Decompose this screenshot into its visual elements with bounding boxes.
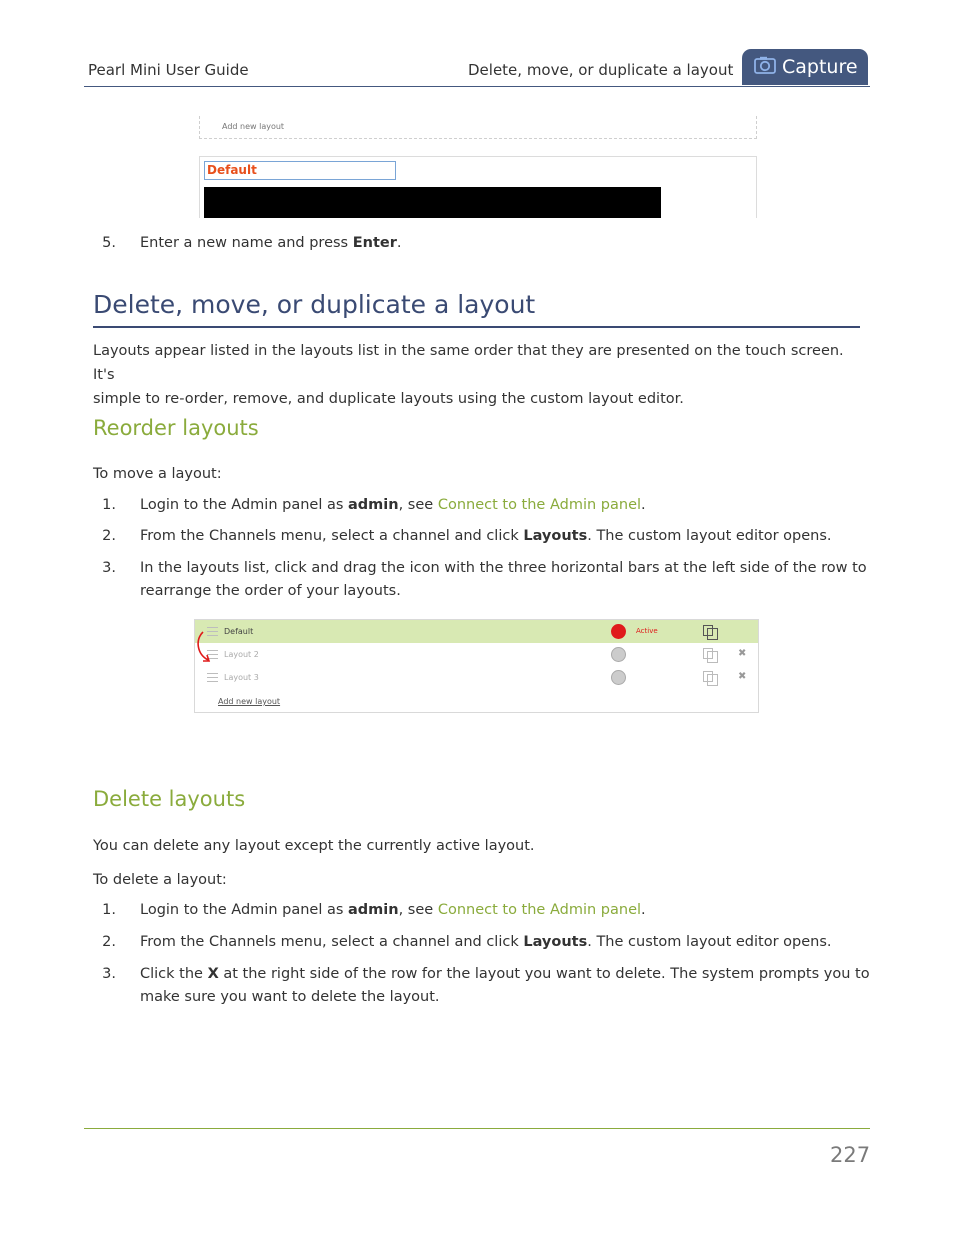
step-number: 3.	[102, 966, 116, 982]
delete-icon[interactable]: ✖	[738, 671, 747, 682]
delete-heading: Delete layouts	[93, 787, 246, 811]
step-text: From the Channels menu, select a channel and click	[140, 934, 524, 950]
add-new-layout-link[interactable]: Add new layout	[218, 697, 281, 706]
step-text: Login to the Admin panel as	[140, 902, 349, 918]
step-bold: admin	[348, 497, 399, 513]
section-intro	[93, 339, 853, 411]
reorder-step-1	[94, 494, 854, 517]
delete-step-2	[94, 931, 854, 954]
layout-name-input[interactable]: Default	[204, 161, 396, 180]
step-bold: Enter	[352, 235, 397, 251]
section-rule	[93, 326, 860, 328]
step-number: 2.	[102, 528, 116, 544]
layout-row[interactable]	[195, 666, 758, 689]
active-radio[interactable]	[611, 624, 626, 639]
layouts-list-screenshot	[194, 619, 759, 713]
step-text-line-1: In the layouts list, click and drag the icon with the three horizontal bars at the left side of the row to	[140, 560, 867, 576]
step-text-end: at the right side of the row for the layout you want to delete. The system prompts you to	[218, 966, 870, 982]
step-bold: admin	[348, 902, 399, 918]
step-number: 2.	[102, 934, 116, 950]
step-number: 1.	[102, 902, 116, 918]
step-number: 1.	[102, 497, 116, 513]
step-text-line-2: make sure you want to delete the layout.	[140, 989, 440, 1005]
step-number: 3.	[102, 560, 116, 576]
layout-name: Layout 3	[224, 673, 259, 682]
delete-para: You can delete any layout except the currently active layout.	[93, 838, 535, 854]
doc-title: Pearl Mini User Guide	[88, 61, 249, 79]
step-text-end: . The custom layout editor opens.	[587, 528, 832, 544]
active-status: Active	[636, 627, 658, 635]
step-text-mid: , see	[398, 497, 438, 513]
drag-arrow-icon	[195, 630, 215, 666]
step-bold: X	[207, 966, 219, 982]
step-text-mid: , see	[398, 902, 438, 918]
step-text-end: .	[641, 902, 646, 918]
drag-handle-icon[interactable]	[207, 673, 218, 682]
delete-step-3	[94, 963, 870, 1009]
delete-step-1	[94, 899, 854, 922]
layout-name: Default	[224, 627, 254, 636]
step-text-end: .	[641, 497, 646, 513]
step-text-line-2: rearrange the order of your layouts.	[140, 583, 401, 599]
reorder-heading: Reorder layouts	[93, 416, 259, 440]
step-number: 5.	[102, 235, 116, 251]
add-layout-area	[199, 116, 757, 139]
rename-layout-screenshot	[199, 156, 757, 218]
capture-tab	[742, 49, 868, 85]
intro-line-1: Layouts appear listed in the layouts list in the same order that they are presented on the touch screen. It's	[93, 343, 844, 383]
add-new-layout-link[interactable]: Add new layout	[222, 122, 285, 131]
camera-icon	[754, 56, 776, 78]
page-number: 227	[830, 1143, 871, 1167]
step-bold: Layouts	[523, 934, 588, 950]
step-text: Enter a new name and press	[140, 235, 353, 251]
step-text: From the Channels menu, select a channel and click	[140, 528, 524, 544]
layout-name: Layout 2	[224, 650, 259, 659]
reorder-step-3	[94, 557, 867, 603]
reorder-step-2	[94, 525, 854, 548]
delete-lead: To delete a layout:	[93, 872, 227, 888]
step-bold: Layouts	[523, 528, 588, 544]
footer-rule	[84, 1128, 870, 1129]
duplicate-icon[interactable]	[703, 625, 713, 636]
intro-line-2: simple to re-order, remove, and duplicate layouts using the custom layout editor.	[93, 391, 684, 407]
active-radio[interactable]	[611, 670, 626, 685]
step-5	[102, 232, 718, 255]
step-text: Click the	[140, 966, 208, 982]
header-rule	[84, 86, 870, 87]
layout-row[interactable]	[195, 620, 758, 643]
duplicate-icon[interactable]	[703, 671, 713, 682]
step-text-end: .	[396, 235, 402, 251]
section-heading: Delete, move, or duplicate a layout	[93, 290, 536, 319]
connect-admin-link[interactable]: Connect to the Admin panel	[437, 497, 642, 513]
active-radio[interactable]	[611, 647, 626, 662]
connect-admin-link[interactable]: Connect to the Admin panel	[437, 902, 642, 918]
duplicate-icon[interactable]	[703, 648, 713, 659]
layout-preview-bar	[204, 187, 661, 218]
capture-tab-label: Capture	[782, 56, 858, 78]
running-section-title: Delete, move, or duplicate a layout	[468, 61, 734, 79]
step-text: Login to the Admin panel as	[140, 497, 349, 513]
layout-row[interactable]	[195, 643, 758, 666]
reorder-lead: To move a layout:	[93, 466, 222, 482]
delete-icon[interactable]: ✖	[738, 648, 747, 659]
step-text-end: . The custom layout editor opens.	[587, 934, 832, 950]
